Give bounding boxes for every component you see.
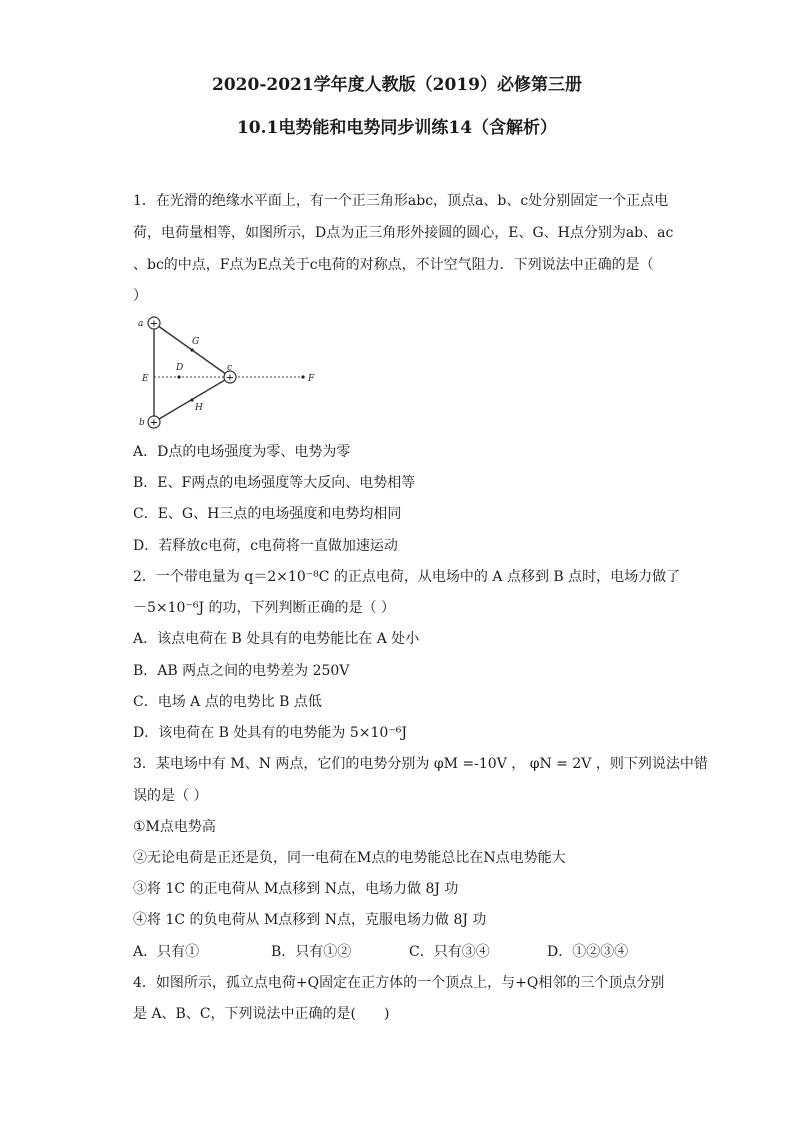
q2-stem-line-2: －5×10⁻⁶J 的功，下列判断正确的是（ ） bbox=[133, 600, 395, 616]
q4-stem-line-1: 4．如图所示，孤立点电荷+Q固定在正方体的一个顶点上，与+Q相邻的三个顶点分别 bbox=[133, 975, 665, 991]
label-d: D bbox=[176, 363, 184, 373]
q3-stem-line-2: 误的是（ ） bbox=[133, 788, 208, 804]
charge-c-sign: + bbox=[225, 372, 235, 384]
page-title-line-2: 10.1电势能和电势同步训练14（含解析） bbox=[236, 118, 558, 138]
q1-option-a: A．D点的电场强度为零、电势为零 bbox=[133, 444, 351, 460]
point-f bbox=[301, 375, 304, 378]
q1-option-d: D．若释放c电荷，c电荷将一直做加速运动 bbox=[133, 538, 398, 554]
q3-statement-3: ③将 1C 的正电荷从 M点移到 N点，电场力做 8J 功 bbox=[133, 881, 459, 897]
q4-stem-line-2: 是 A、B、C，下列说法中正确的是( ) bbox=[133, 1006, 390, 1022]
point-h bbox=[190, 398, 193, 401]
charge-b-sign: + bbox=[149, 417, 159, 429]
point-d bbox=[177, 375, 180, 378]
label-b: b bbox=[139, 418, 145, 428]
q1-stem-line-4: ） bbox=[133, 288, 147, 304]
q2-stem-line-1: 2．一个带电量为 q＝2×10⁻⁸C 的正点电荷，从电场中的 A 点移到 B 点时，电场力做了 bbox=[133, 569, 681, 585]
q3-statement-2: ②无论电荷是正还是负，同一电荷在M点的电势能总比在N点电势能大 bbox=[133, 850, 566, 866]
q3-statement-4: ④将 1C 的负电荷从 M点移到 N点，克服电场力做 8J 功 bbox=[133, 912, 487, 928]
label-a: a bbox=[138, 319, 144, 329]
q3-option-c: C．只有③④ bbox=[409, 944, 490, 960]
q1-stem-line-3: 、bc的中点，F点为E点关于c电荷的对称点，不计空气阻力．下列说法中正确的是（ bbox=[133, 257, 654, 273]
q3-stem-line-1: 3．某电场中有 M、N 两点，它们的电势分别为 φM =-10V ， φN = 2V ，则下列说法中错 bbox=[133, 756, 708, 772]
q2-option-d: D．该电荷在 B 处具有的电势能为 5×10⁻⁶J bbox=[133, 725, 407, 741]
q1-stem-line-2: 荷，电荷量相等，如图所示，D点为正三角形外接圆的圆心，E、G、H点分别为ab、ac bbox=[133, 225, 674, 241]
q1-option-c: C．E、G、H三点的电场强度和电势均相同 bbox=[133, 506, 402, 522]
q1-stem-line-1: 1．在光滑的绝缘水平面上，有一个正三角形abc，顶点a、b、c处分别固定一个正点电 bbox=[133, 193, 669, 209]
label-h: H bbox=[195, 403, 203, 413]
point-g bbox=[190, 348, 193, 351]
q1-option-b: B．E、F两点的电场强度等大反向、电势相等 bbox=[133, 475, 416, 491]
q2-option-c: C．电场 A 点的电势比 B 点低 bbox=[133, 694, 322, 710]
page-title-line-1: 2020-2021学年度人教版（2019）必修第三册 bbox=[212, 75, 582, 95]
triangle-charge-figure bbox=[133, 314, 333, 430]
q3-option-a: A．只有① bbox=[133, 944, 200, 960]
label-c: c bbox=[227, 363, 233, 373]
q2-option-a: A．该点电荷在 B 处具有的电势能比在 A 处小 bbox=[133, 631, 420, 647]
charge-a-sign: + bbox=[149, 318, 159, 330]
q3-option-b: B．只有①② bbox=[271, 944, 352, 960]
label-g: G bbox=[192, 337, 200, 347]
q3-options-row bbox=[133, 941, 653, 961]
label-e: E bbox=[142, 374, 149, 384]
q2-option-b: B．AB 两点之间的电势差为 250V bbox=[133, 663, 350, 679]
label-f: F bbox=[308, 374, 315, 384]
q3-statement-1: ①M点电势高 bbox=[133, 819, 216, 835]
q3-option-d: D．①②③④ bbox=[547, 944, 629, 960]
